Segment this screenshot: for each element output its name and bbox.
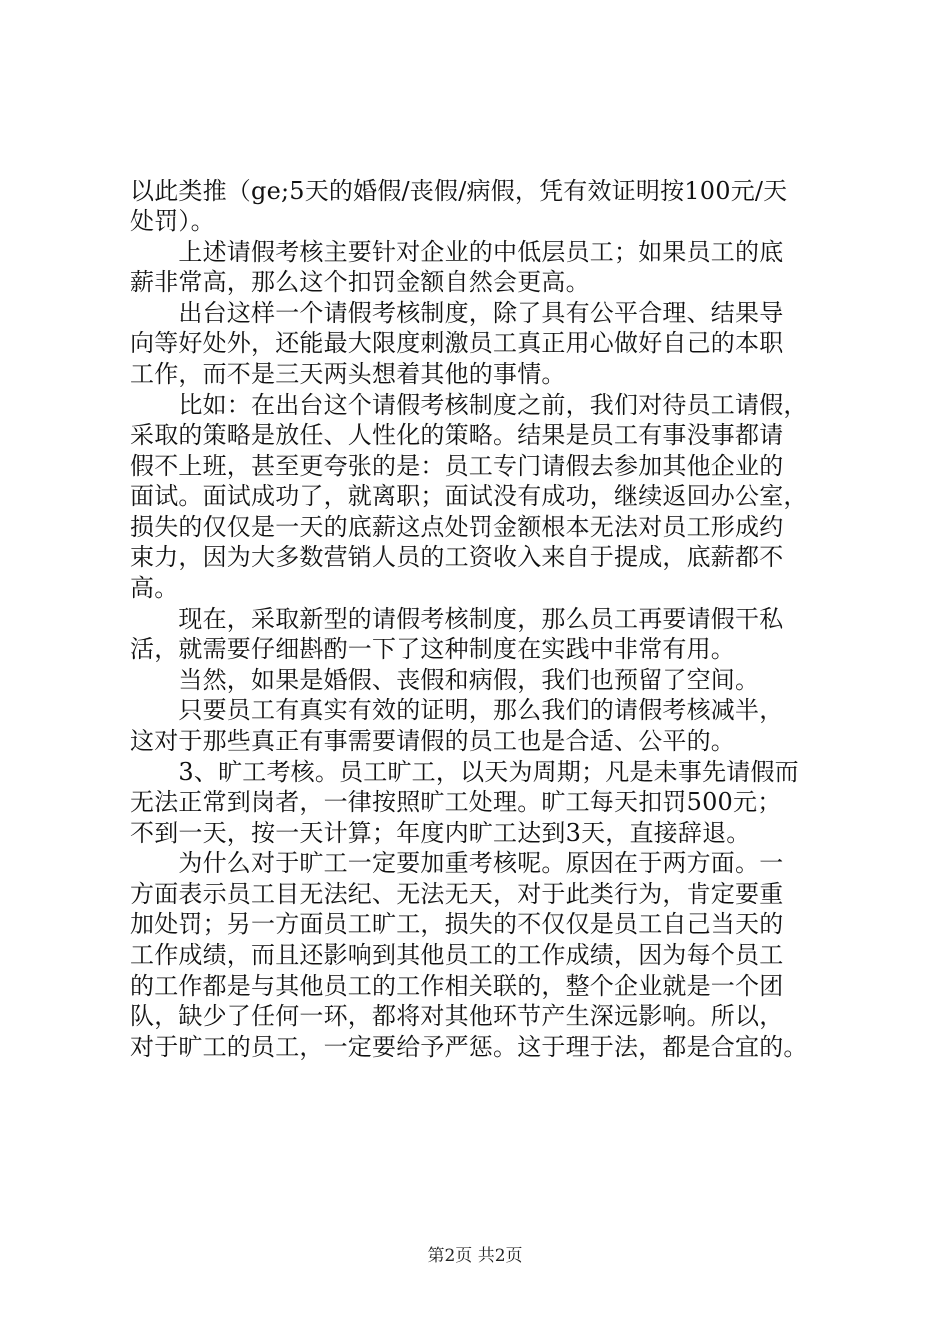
body-text-line: 只要员工有真实有效的证明，那么我们的请假考核减半， — [130, 696, 784, 724]
body-text-line: 队，缺少了任何一环，都将对其他环节产生深远影响。所以， — [130, 1002, 784, 1030]
body-text-line: 以此类推（ge;5天的婚假/丧假/病假，凭有效证明按100元/天 — [130, 177, 788, 205]
body-text-line: 面试。面试成功了，就离职；面试没有成功，继续返回办公室， — [130, 482, 808, 510]
body-text-line: 为什么对于旷工一定要加重考核呢。原因在于两方面。一 — [130, 849, 784, 877]
body-text-line: 3、旷工考核。员工旷工，以天为周期；凡是未事先请假而 — [130, 758, 799, 786]
body-text-line: 无法正常到岗者，一律按照旷工处理。旷工每天扣罚500元； — [130, 788, 782, 816]
body-text-line: 对于旷工的员工，一定要给予严惩。这于理于法，都是合宜的。 — [130, 1033, 808, 1061]
body-text-line: 向等好处外，还能最大限度刺激员工真正用心做好自己的本职 — [130, 329, 784, 357]
body-text-line: 出台这样一个请假考核制度，除了具有公平合理、结果导 — [130, 299, 784, 327]
body-text-line: 加处罚；另一方面员工旷工，损失的不仅仅是员工自己当天的 — [130, 910, 784, 938]
body-text-line: 上述请假考核主要针对企业的中低层员工；如果员工的底 — [130, 238, 784, 266]
body-text-line: 工作，而不是三天两头想着其他的事情。 — [130, 360, 566, 388]
body-text-line: 采取的策略是放任、人性化的策略。结果是员工有事没事都请 — [130, 421, 784, 449]
body-text-line: 薪非常高，那么这个扣罚金额自然会更高。 — [130, 268, 590, 296]
body-text-line: 不到一天，按一天计算；年度内旷工达到3天，直接辞退。 — [130, 819, 751, 847]
body-text-line: 现在，采取新型的请假考核制度，那么员工再要请假干私 — [130, 605, 784, 633]
body-text-line: 高。 — [130, 574, 179, 602]
body-text-line: 当然，如果是婚假、丧假和病假，我们也预留了空间。 — [130, 666, 760, 694]
body-text-line: 这对于那些真正有事需要请假的员工也是合适、公平的。 — [130, 727, 735, 755]
body-text-line: 工作成绩，而且还影响到其他员工的工作成绩，因为每个员工 — [130, 941, 784, 969]
page-number-footer: 第2页 共2页 — [427, 1246, 523, 1266]
body-text-line: 束力，因为大多数营销人员的工资收入来自于提成，底薪都不 — [130, 543, 784, 571]
body-text-line: 方面表示员工目无法纪、无法无天，对于此类行为，肯定要重 — [130, 880, 784, 908]
body-text-line: 处罚）。 — [130, 207, 215, 235]
body-text-line: 的工作都是与其他员工的工作相关联的，整个企业就是一个团 — [130, 972, 784, 1000]
body-text-line: 活，就需要仔细斟酌一下了这种制度在实践中非常有用。 — [130, 635, 735, 663]
body-text-line: 损失的仅仅是一天的底薪这点处罚金额根本无法对员工形成约 — [130, 513, 784, 541]
body-text-line: 假不上班，甚至更夸张的是：员工专门请假去参加其他企业的 — [130, 452, 784, 480]
body-text-line: 比如：在出台这个请假考核制度之前，我们对待员工请假， — [130, 391, 808, 419]
